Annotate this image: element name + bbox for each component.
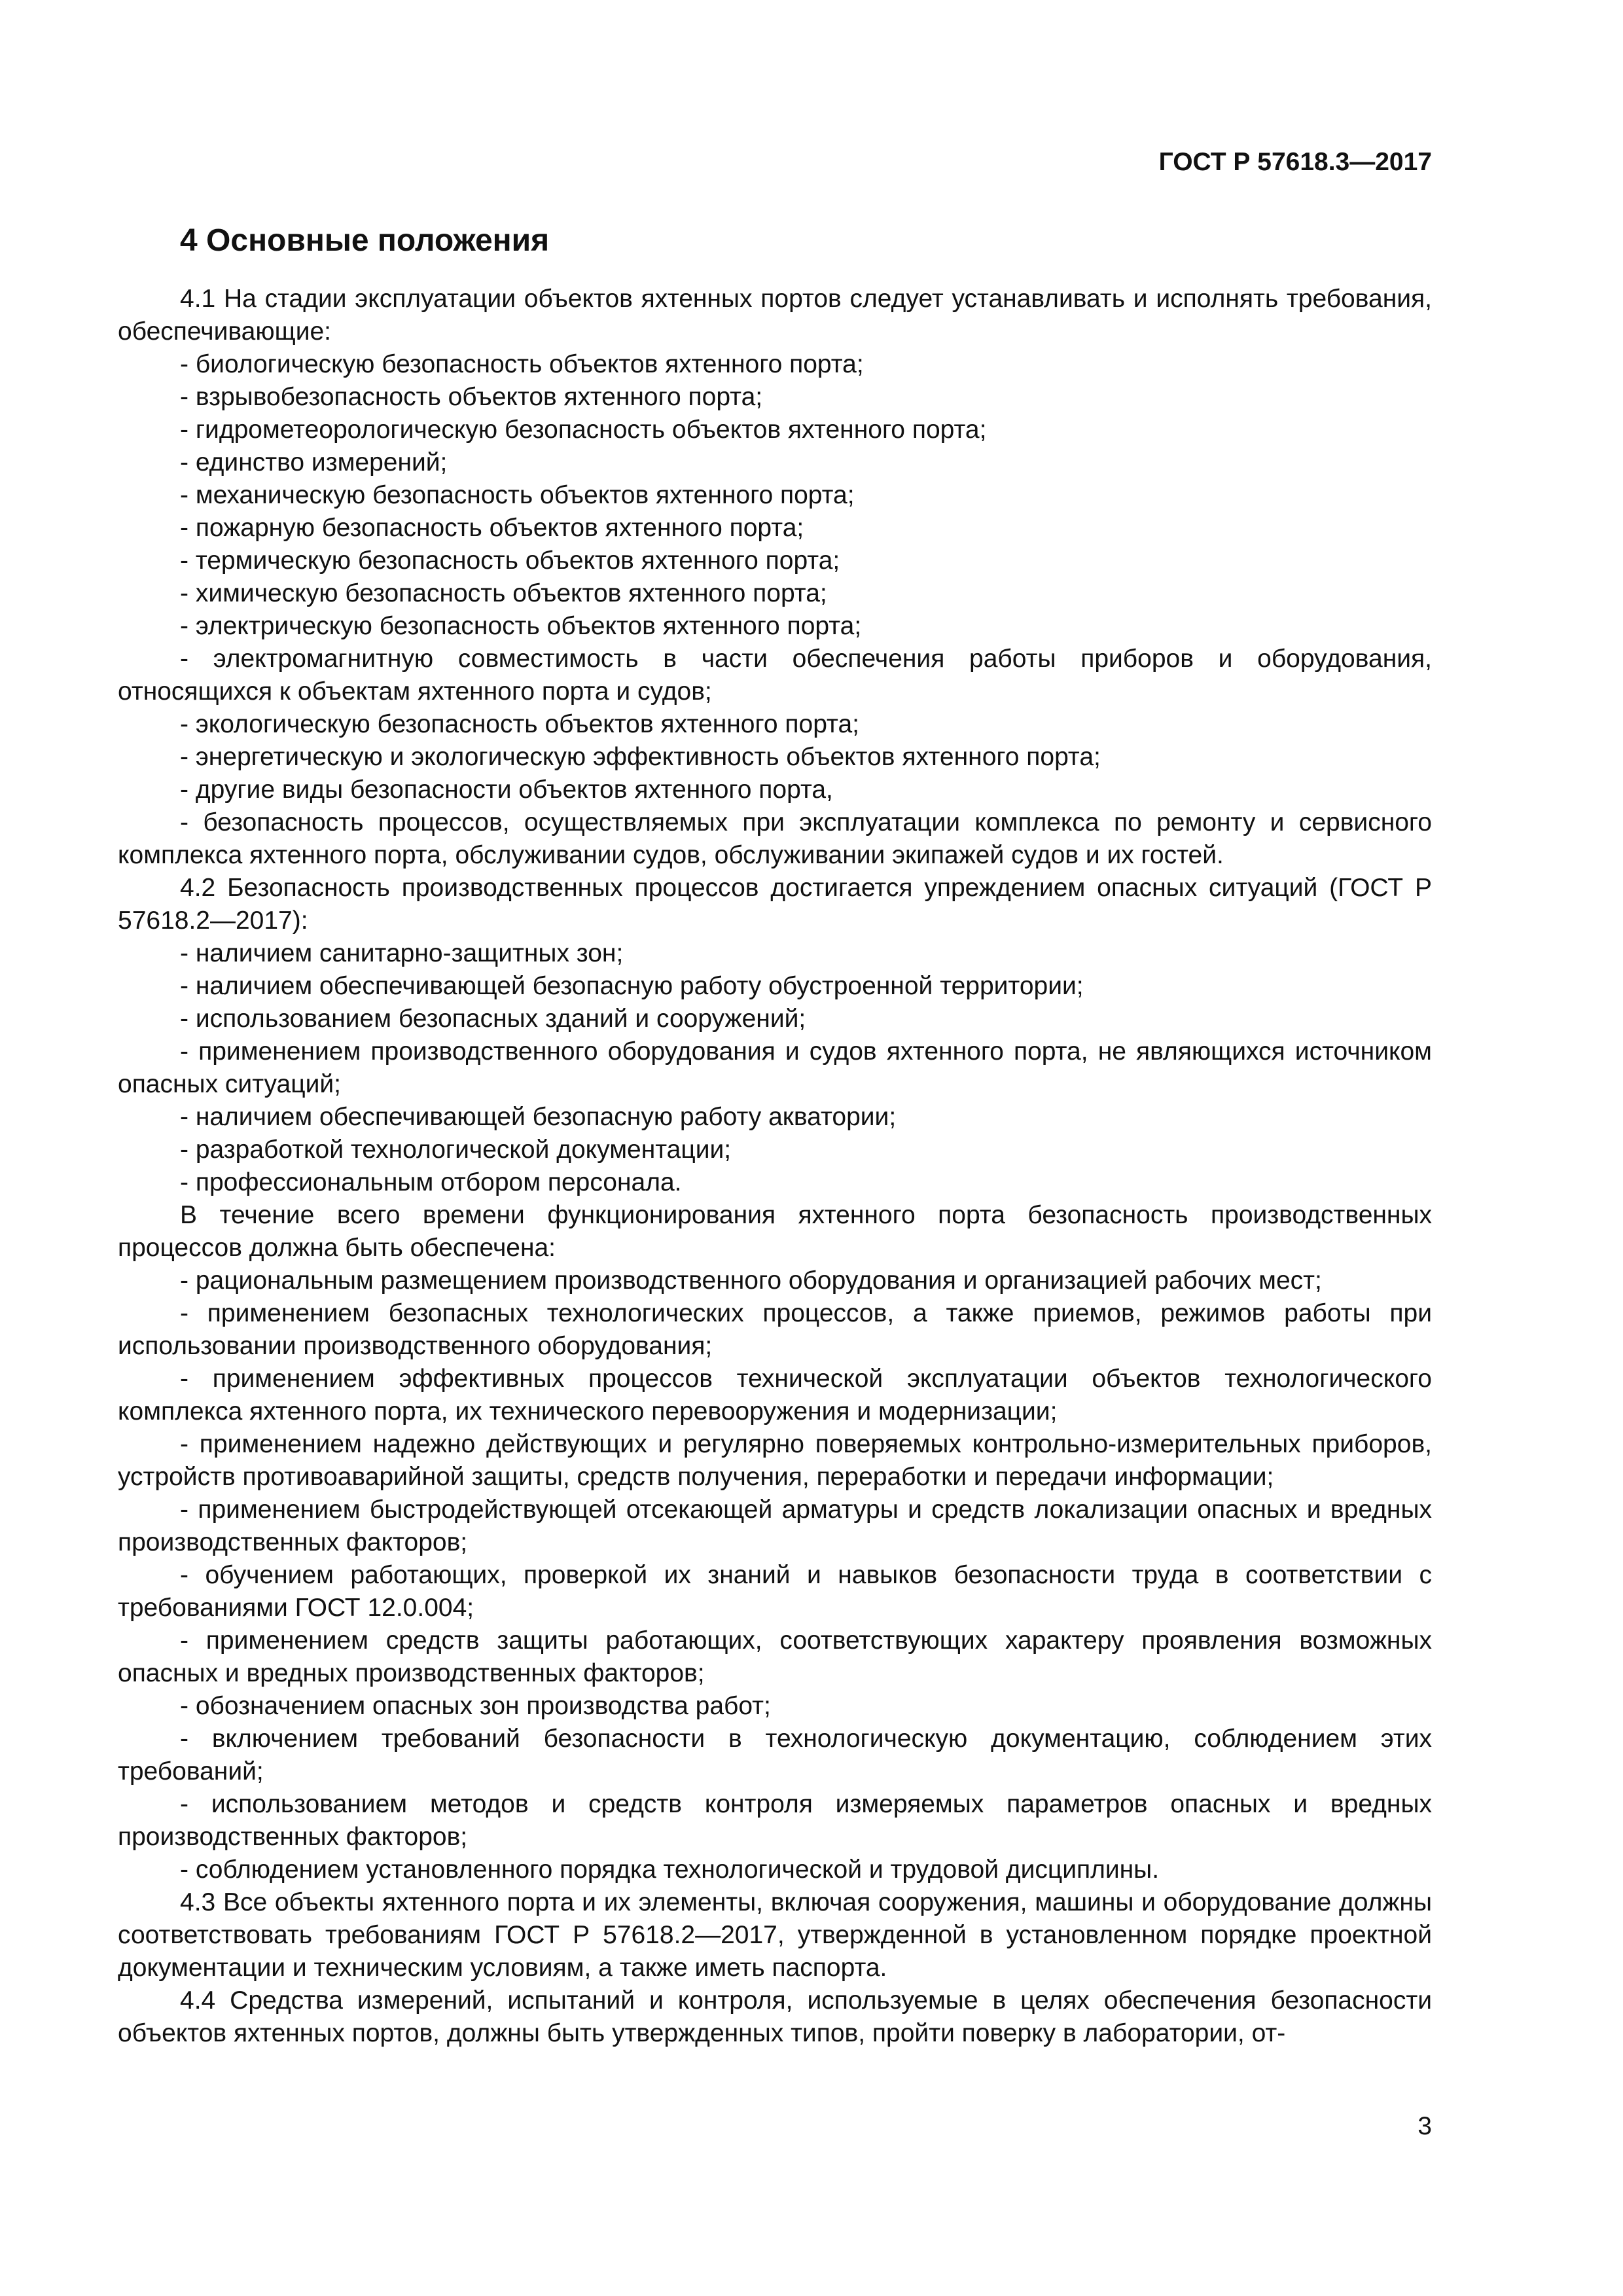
paragraph: В течение всего времени функционирования яхтенного порта безопасность производственных процессов должна быть обеспечена: xyxy=(118,1201,1432,1262)
list-item: - обучением работающих, проверкой их знаний и навыков безопасности труда в соответствии с требованиями ГОСТ 12.0.004; xyxy=(118,1561,1432,1622)
page-number: 3 xyxy=(1418,2112,1432,2140)
list-item: - пожарную безопасность объектов яхтенного порта; xyxy=(180,514,804,542)
list-item: - экологическую безопасность объектов яхтенного порта; xyxy=(180,710,859,738)
list-item: - механическую безопасность объектов яхтенного порта; xyxy=(180,481,855,509)
list-item: - термическую безопасность объектов яхтенного порта; xyxy=(180,547,840,575)
list-item: - безопасность процессов, осуществляемых при эксплуатации комплекса по ремонту и сервисного комплекса яхтенного порта, обслуживании судов, обслуживании экипажей судов и их гостей. xyxy=(118,808,1432,869)
list-item: - использованием методов и средств контроля измеряемых параметров опасных и вредных производственных факторов; xyxy=(118,1790,1432,1851)
list-item: - биологическую безопасность объектов яхтенного порта; xyxy=(180,350,864,378)
paragraph: 4.4 Средства измерений, испытаний и контроля, используемые в целях обеспечения безопасности объектов яхтенных портов, должны быть утвержденных типов, пройти поверку в лаборатории, от- xyxy=(118,1986,1432,2047)
list-item: - соблюдением установленного порядка технологической и трудовой дисциплины. xyxy=(180,1856,1160,1884)
list-item: - электромагнитную совместимость в части обеспечения работы приборов и оборудования, относящихся к объектам яхтенного порта и судов; xyxy=(118,645,1432,706)
paragraph: 4.3 Все объекты яхтенного порта и их элементы, включая сооружения, машины и оборудование должны соответствовать требованиям ГОСТ Р 57618.2—2017, утвержденной в установленном порядке проектной документации и техническим условиям, а также иметь паспорта. xyxy=(118,1888,1432,1982)
list-item: - электрическую безопасность объектов яхтенного порта; xyxy=(180,612,862,640)
paragraph: 4.2 Безопасность производственных процессов достигается упреждением опасных ситуаций (ГОСТ Р 57618.2—2017): xyxy=(118,874,1432,935)
list-item: - разработкой технологической документации; xyxy=(180,1136,732,1164)
list-item: - применением быстродействующей отсекающей арматуры и средств локализации опасных и вредных производственных факторов; xyxy=(118,1496,1432,1556)
list-item: - обозначением опасных зон производства работ; xyxy=(180,1692,771,1720)
document-code: ГОСТ Р 57618.3—2017 xyxy=(1158,148,1432,176)
list-item: - энергетическую и экологическую эффективность объектов яхтенного порта; xyxy=(180,743,1101,771)
list-item: - применением безопасных технологических процессов, а также приемов, режимов работы при использовании производственного оборудования; xyxy=(118,1299,1432,1360)
list-item: - химическую безопасность объектов яхтенного порта; xyxy=(180,579,827,607)
section-body xyxy=(118,283,1432,2050)
list-item: - взрывобезопасность объектов яхтенного порта; xyxy=(180,383,763,411)
list-item: - включением требований безопасности в технологическую документацию, соблюдением этих требований; xyxy=(118,1725,1432,1785)
list-item: - рациональным размещением производственного оборудования и организацией рабочих мест; xyxy=(180,1266,1322,1295)
list-item: - гидрометеорологическую безопасность объектов яхтенного порта; xyxy=(180,416,987,444)
list-item: - применением производственного оборудования и судов яхтенного порта, не являющихся источником опасных ситуаций; xyxy=(118,1037,1432,1098)
list-item: - наличием обеспечивающей безопасную работу акватории; xyxy=(180,1103,897,1131)
list-item: - единство измерений; xyxy=(180,448,448,476)
list-item: - наличием санитарно-защитных зон; xyxy=(180,939,624,967)
section-title: 4 Основные положения xyxy=(180,223,550,258)
list-item: - профессиональным отбором персонала. xyxy=(180,1168,682,1196)
list-item: - наличием обеспечивающей безопасную работу обустроенной территории; xyxy=(180,972,1084,1000)
paragraph: 4.1 На стадии эксплуатации объектов яхтенных портов следует устанавливать и исполнять требования, обеспечивающие: xyxy=(118,285,1432,346)
list-item: - другие виды безопасности объектов яхтенного порта, xyxy=(180,776,833,804)
list-item: - применением эффективных процессов технической эксплуатации объектов технологического комплекса яхтенного порта, их технического перевооружения и модернизации; xyxy=(118,1365,1432,1426)
list-item: - применением надежно действующих и регулярно поверяемых контрольно-измерительных приборов, устройств противоаварийной защиты, средств получения, переработки и передачи информации; xyxy=(118,1430,1432,1491)
list-item: - использованием безопасных зданий и сооружений; xyxy=(180,1005,806,1033)
list-item: - применением средств защиты работающих, соответствующих характеру проявления возможных опасных и вредных производственных факторов; xyxy=(118,1626,1432,1687)
